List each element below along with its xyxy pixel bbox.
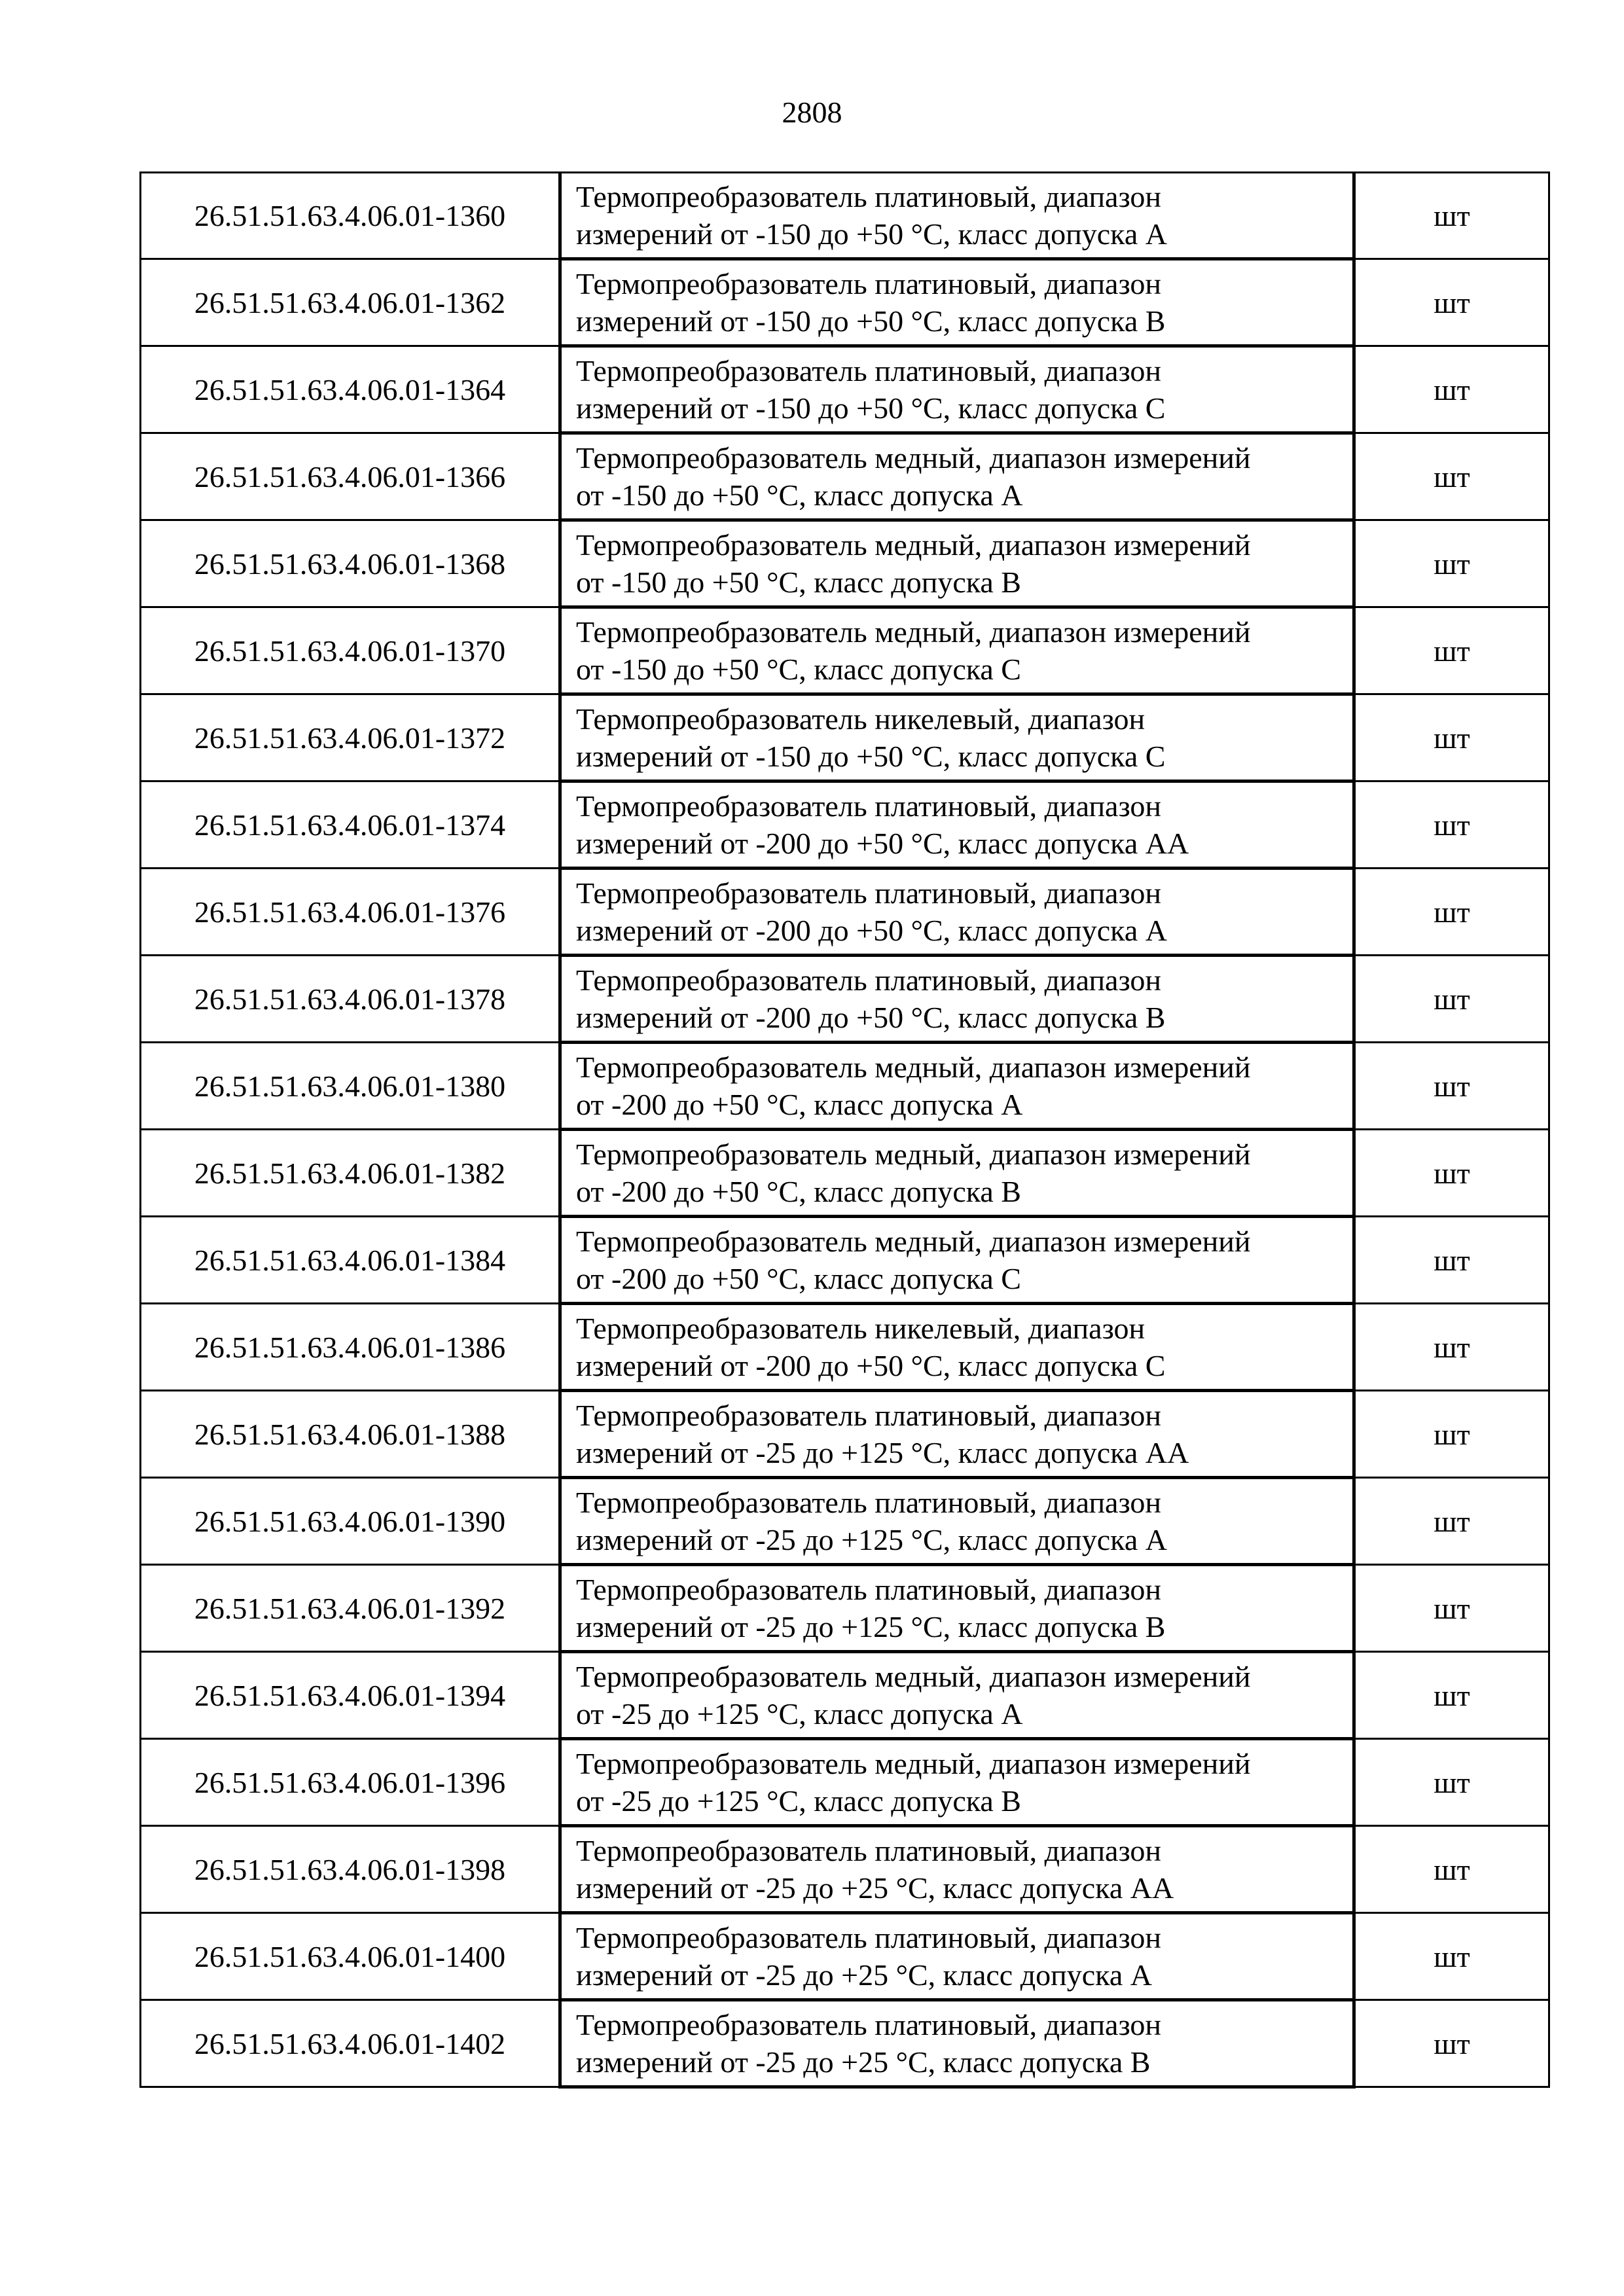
description-line-1: Термопреобразователь платиновый, диапазон [576, 1921, 1161, 1954]
description-line-1: Термопреобразователь платиновый, диапазон [576, 876, 1161, 910]
description-line-2: измерений от -25 до +125 °С, класс допуска А [576, 1523, 1167, 1556]
unit-cell: шт [1354, 956, 1549, 1043]
item-code-cell: 26.51.51.63.4.06.01-1384 [141, 1217, 560, 1304]
description-line-2: от -25 до +125 °С, класс допуска В [576, 1784, 1021, 1818]
description-line-2: измерений от -150 до +50 °С, класс допуска С [576, 391, 1166, 425]
item-description-cell [560, 259, 1354, 346]
item-code-cell: 26.51.51.63.4.06.01-1366 [141, 433, 560, 520]
item-description-cell [560, 433, 1354, 520]
unit-cell: шт [1354, 1652, 1549, 1739]
unit-cell: шт [1354, 607, 1549, 694]
description-line-2: измерений от -200 до +50 °С, класс допуска В [576, 1001, 1166, 1034]
item-description-cell [560, 1217, 1354, 1304]
description-line-2: измерений от -200 до +50 °С, класс допуска С [576, 1349, 1166, 1382]
description-line-1: Термопреобразователь никелевый, диапазон [576, 702, 1146, 736]
unit-cell: шт [1354, 869, 1549, 956]
item-code-cell: 26.51.51.63.4.06.01-1370 [141, 607, 560, 694]
item-description-cell [560, 346, 1354, 433]
item-description-cell [560, 1043, 1354, 1130]
table-row [141, 1478, 1549, 1565]
unit-cell: шт [1354, 259, 1549, 346]
item-description-cell [560, 1913, 1354, 2000]
table-row [141, 346, 1549, 433]
description-line-1: Термопреобразователь медный, диапазон измерений [576, 441, 1251, 475]
table-row [141, 520, 1549, 607]
table-row [141, 1565, 1549, 1652]
item-code-cell: 26.51.51.63.4.06.01-1360 [141, 173, 560, 259]
item-description-cell [560, 520, 1354, 607]
description-line-2: измерений от -25 до +125 °С, класс допуска АА [576, 1436, 1189, 1469]
item-code-cell: 26.51.51.63.4.06.01-1390 [141, 1478, 560, 1565]
unit-cell: шт [1354, 1217, 1549, 1304]
item-code-cell: 26.51.51.63.4.06.01-1380 [141, 1043, 560, 1130]
unit-cell: шт [1354, 1304, 1549, 1391]
item-code-cell: 26.51.51.63.4.06.01-1400 [141, 1913, 560, 2000]
description-line-2: измерений от -150 до +50 °С, класс допуска С [576, 740, 1166, 773]
unit-cell: шт [1354, 1913, 1549, 2000]
description-line-1: Термопреобразователь платиновый, диапазон [576, 963, 1161, 997]
item-description-cell [560, 1652, 1354, 1739]
table-row [141, 433, 1549, 520]
item-code-cell: 26.51.51.63.4.06.01-1364 [141, 346, 560, 433]
description-line-2: измерений от -25 до +125 °С, класс допуска В [576, 1610, 1166, 1643]
item-description-cell [560, 1826, 1354, 1913]
description-line-1: Термопреобразователь медный, диапазон измерений [576, 528, 1251, 562]
item-code-cell: 26.51.51.63.4.06.01-1362 [141, 259, 560, 346]
item-description-cell [560, 2000, 1354, 2087]
description-line-1: Термопреобразователь никелевый, диапазон [576, 1312, 1146, 1345]
description-line-2: от -200 до +50 °С, класс допуска С [576, 1262, 1021, 1295]
table-row [141, 1913, 1549, 2000]
table-row [141, 173, 1549, 259]
item-code-cell: 26.51.51.63.4.06.01-1376 [141, 869, 560, 956]
item-code-cell: 26.51.51.63.4.06.01-1394 [141, 1652, 560, 1739]
description-line-1: Термопреобразователь платиновый, диапазон [576, 354, 1161, 387]
description-line-1: Термопреобразователь платиновый, диапазон [576, 180, 1161, 213]
description-line-1: Термопреобразователь платиновый, диапазон [576, 1834, 1161, 1867]
page-number: 2808 [782, 96, 842, 129]
item-description-cell [560, 1130, 1354, 1217]
description-line-2: от -25 до +125 °С, класс допуска А [576, 1697, 1023, 1731]
description-line-1: Термопреобразователь платиновый, диапазон [576, 1399, 1161, 1432]
unit-cell: шт [1354, 1130, 1549, 1217]
unit-cell: шт [1354, 433, 1549, 520]
description-line-2: измерений от -200 до +50 °С, класс допуска АА [576, 827, 1189, 860]
table-row [141, 956, 1549, 1043]
catalog-table [139, 171, 1550, 2089]
item-description-cell [560, 1391, 1354, 1478]
table-row [141, 1652, 1549, 1739]
item-code-cell: 26.51.51.63.4.06.01-1386 [141, 1304, 560, 1391]
description-line-1: Термопреобразователь платиновый, диапазон [576, 2008, 1161, 2041]
item-description-cell [560, 1478, 1354, 1565]
unit-cell: шт [1354, 1043, 1549, 1130]
item-code-cell: 26.51.51.63.4.06.01-1374 [141, 781, 560, 869]
description-line-2: измерений от -200 до +50 °С, класс допуска А [576, 914, 1167, 947]
unit-cell: шт [1354, 781, 1549, 869]
unit-cell: шт [1354, 2000, 1549, 2087]
description-line-2: от -200 до +50 °С, класс допуска А [576, 1088, 1023, 1121]
table-row [141, 869, 1549, 956]
description-line-1: Термопреобразователь медный, диапазон измерений [576, 1660, 1251, 1693]
item-code-cell: 26.51.51.63.4.06.01-1388 [141, 1391, 560, 1478]
item-code-cell: 26.51.51.63.4.06.01-1392 [141, 1565, 560, 1652]
item-code-cell: 26.51.51.63.4.06.01-1402 [141, 2000, 560, 2087]
item-code-cell: 26.51.51.63.4.06.01-1368 [141, 520, 560, 607]
description-line-2: от -150 до +50 °С, класс допуска А [576, 478, 1023, 512]
description-line-1: Термопреобразователь платиновый, диапазон [576, 1486, 1161, 1519]
table-row [141, 1130, 1549, 1217]
description-line-2: от -200 до +50 °С, класс допуска В [576, 1175, 1021, 1208]
description-line-2: измерений от -25 до +25 °С, класс допуска А [576, 1958, 1152, 1992]
item-code-cell: 26.51.51.63.4.06.01-1398 [141, 1826, 560, 1913]
description-line-2: измерений от -25 до +25 °С, класс допуска АА [576, 1871, 1174, 1905]
table-row [141, 607, 1549, 694]
table-row [141, 1217, 1549, 1304]
description-line-1: Термопреобразователь платиновый, диапазон [576, 789, 1161, 823]
item-code-cell: 26.51.51.63.4.06.01-1372 [141, 694, 560, 781]
unit-cell: шт [1354, 1739, 1549, 1826]
item-description-cell [560, 781, 1354, 869]
description-line-1: Термопреобразователь медный, диапазон измерений [576, 615, 1251, 649]
unit-cell: шт [1354, 1391, 1549, 1478]
description-line-1: Термопреобразователь медный, диапазон измерений [576, 1225, 1251, 1258]
description-line-2: измерений от -25 до +25 °С, класс допуска В [576, 2045, 1151, 2079]
item-description-cell [560, 694, 1354, 781]
description-line-2: измерений от -150 до +50 °С, класс допуска А [576, 217, 1167, 251]
item-code-cell: 26.51.51.63.4.06.01-1396 [141, 1739, 560, 1826]
item-description-cell [560, 956, 1354, 1043]
unit-cell: шт [1354, 1826, 1549, 1913]
description-line-2: от -150 до +50 °С, класс допуска В [576, 565, 1021, 599]
unit-cell: шт [1354, 173, 1549, 259]
item-description-cell [560, 1739, 1354, 1826]
unit-cell: шт [1354, 1565, 1549, 1652]
table-row [141, 781, 1549, 869]
table-row [141, 1739, 1549, 1826]
table-row [141, 1826, 1549, 1913]
table-row [141, 1043, 1549, 1130]
unit-cell: шт [1354, 694, 1549, 781]
table-row [141, 1304, 1549, 1391]
item-description-cell [560, 869, 1354, 956]
table-row [141, 259, 1549, 346]
table-row [141, 694, 1549, 781]
table-row [141, 2000, 1549, 2087]
item-description-cell [560, 1304, 1354, 1391]
description-line-1: Термопреобразователь платиновый, диапазон [576, 267, 1161, 300]
item-description-cell [560, 1565, 1354, 1652]
description-line-1: Термопреобразователь медный, диапазон измерений [576, 1050, 1251, 1084]
item-code-cell: 26.51.51.63.4.06.01-1382 [141, 1130, 560, 1217]
description-line-2: от -150 до +50 °С, класс допуска С [576, 653, 1021, 686]
description-line-1: Термопреобразователь медный, диапазон измерений [576, 1138, 1251, 1171]
table-row [141, 1391, 1549, 1478]
description-line-1: Термопреобразователь медный, диапазон измерений [576, 1747, 1251, 1780]
description-line-1: Термопреобразователь платиновый, диапазон [576, 1573, 1161, 1606]
unit-cell: шт [1354, 1478, 1549, 1565]
item-code-cell: 26.51.51.63.4.06.01-1378 [141, 956, 560, 1043]
catalog-table-body [141, 173, 1549, 2087]
description-line-2: измерений от -150 до +50 °С, класс допуска В [576, 304, 1166, 338]
item-description-cell [560, 173, 1354, 259]
unit-cell: шт [1354, 346, 1549, 433]
item-description-cell [560, 607, 1354, 694]
unit-cell: шт [1354, 520, 1549, 607]
